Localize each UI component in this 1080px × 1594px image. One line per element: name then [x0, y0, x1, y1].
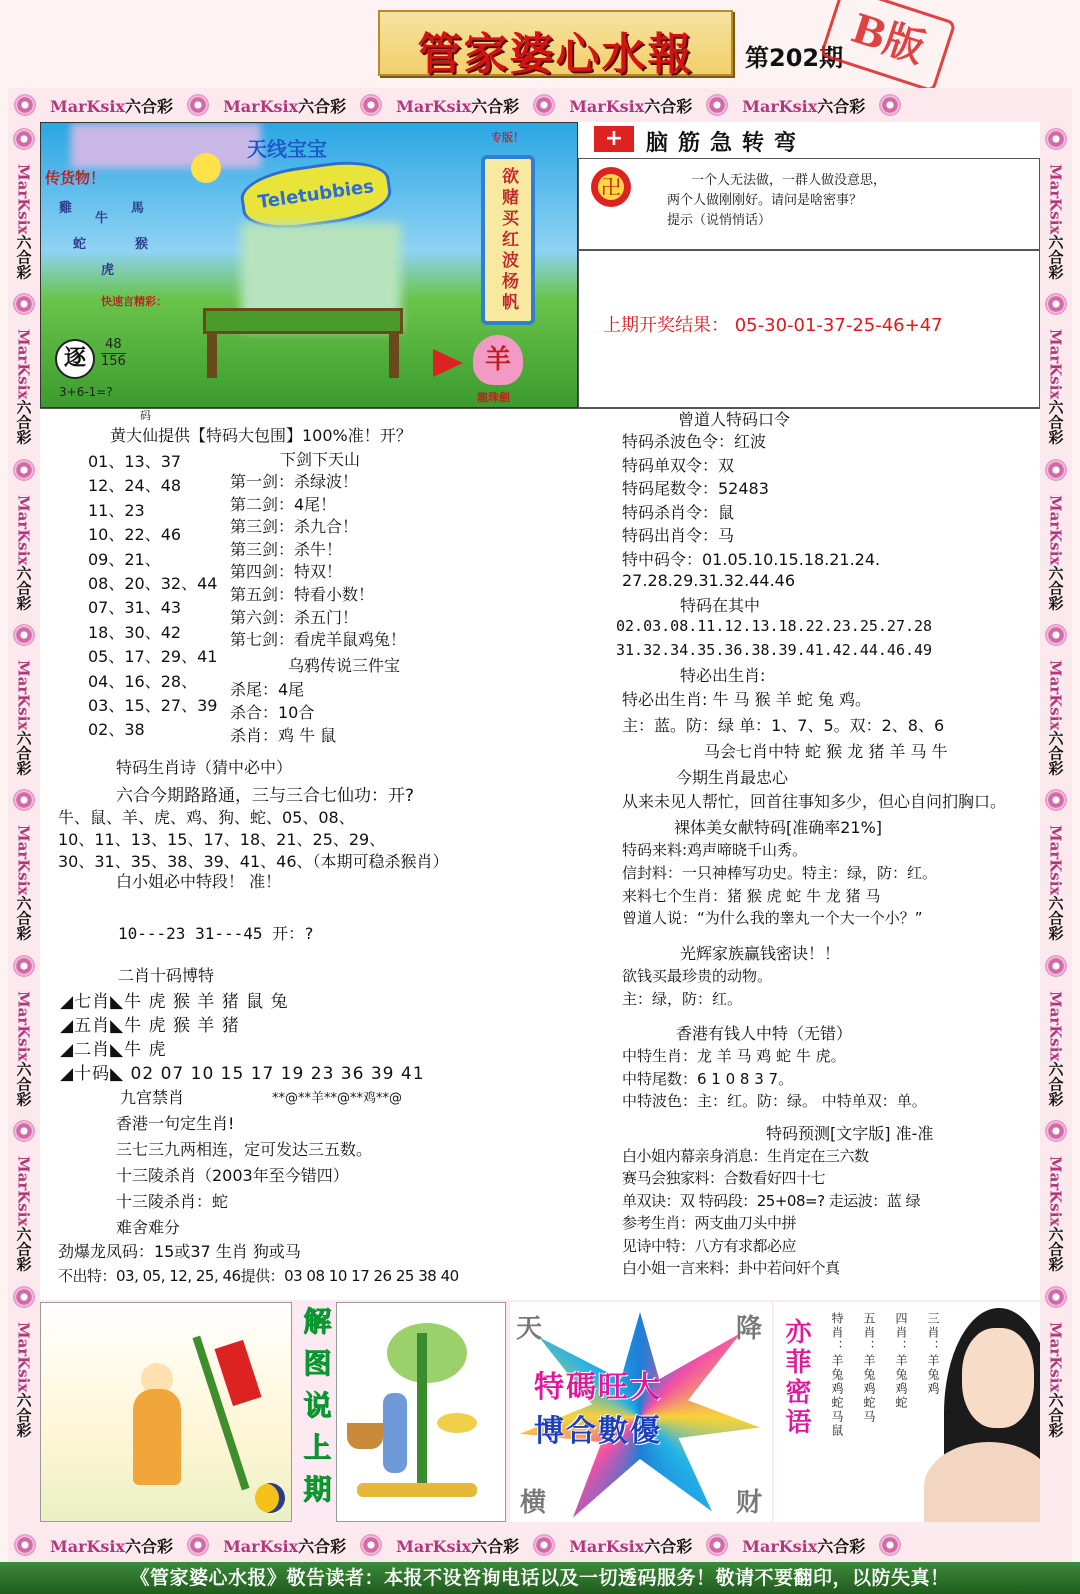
brand-label: MarKsix六合彩	[1046, 329, 1065, 445]
guang-title: 光辉家族赢钱密诀！！	[680, 944, 841, 963]
luo-line: 信封料：一只神棒写功史。特主：绿，防：红。	[622, 863, 938, 882]
corner-char: 天	[516, 1314, 543, 1344]
scroll-banner: 欲赌买红波杨帆	[481, 155, 535, 325]
groups-line: 04、16、28、	[88, 671, 198, 691]
nanshe-line: 难舍难分	[116, 1218, 181, 1237]
bi-line: 特必出生肖: 牛 马 猴 羊 蛇 兔 鸡。	[622, 690, 871, 709]
crow-line: 杀肖：鸡 牛 鼠	[230, 726, 337, 745]
jiugong-code: **@**羊**@**鸡**@	[272, 1091, 403, 1106]
yuce-line: 白小姐内幕亲身消息：生肖定在三六数	[622, 1147, 869, 1165]
flower-icon	[706, 1534, 728, 1556]
sword-title: 下剑下天山	[280, 450, 361, 469]
ten-rows-line: ◢五肖◣牛 虎 猴 羊 猪	[60, 1016, 240, 1036]
zodiac-char: 雞	[59, 201, 73, 216]
title-banner	[378, 10, 733, 80]
fei-col: 五肖：羊兔鸡蛇马	[862, 1312, 876, 1424]
crow-line: 杀尾：4尾	[230, 680, 305, 699]
tag-mid: 快速言精彩：	[101, 295, 167, 308]
cross-icon: +	[594, 126, 634, 152]
brand-label: MarKsix六合彩	[742, 1536, 866, 1556]
poem-nums-line: 30、31、35、38、39、41、46、（本期可稳杀猴肖）	[58, 852, 449, 871]
brand-label: MarKsix六合彩	[569, 96, 693, 116]
sun-icon	[191, 153, 221, 183]
picture-strip	[40, 1300, 1040, 1528]
brand-label: MarKsix六合彩	[14, 825, 33, 941]
header	[0, 0, 1080, 88]
yuce-line: 单双诀：双 特码段：25+08=? 走运波：蓝 绿	[622, 1191, 921, 1210]
zai-line: 02.03.08.11.12.13.18.22.23.25.27.28	[616, 617, 933, 635]
tiny-text: 码	[140, 409, 151, 422]
arrow-icon	[433, 349, 463, 377]
bi-title: 特必出生肖:	[680, 666, 766, 685]
brand-label: MarKsix六合彩	[1046, 164, 1065, 280]
flower-icon	[187, 94, 209, 116]
tag-left: 传货物！	[45, 169, 106, 187]
swords-line: 第二剑：4尾！	[230, 494, 337, 514]
flower-icon	[14, 94, 36, 116]
shisan-line: 十三陵杀肖：蛇	[116, 1192, 229, 1211]
lotus-caption: 龍珠劍	[477, 391, 510, 404]
groups-line: 01、13、37	[88, 452, 182, 471]
circle-char: 逐	[55, 339, 95, 379]
page-title: 管家婆心水報	[417, 29, 694, 80]
fei-title: 亦菲密语	[781, 1318, 811, 1438]
flower-icon	[1045, 789, 1067, 811]
yuce-line: 赛马会独家料：合数看好四十七	[622, 1169, 826, 1188]
brand-label: MarKsix六合彩	[1046, 825, 1065, 941]
border-bottom	[8, 1528, 1072, 1562]
fraction-numbers	[101, 337, 126, 370]
zodiac-char: 牛	[95, 211, 109, 226]
flower-icon	[13, 293, 35, 315]
swords-line: 第四剑：特双！	[230, 562, 343, 582]
bird	[437, 1413, 477, 1433]
groups-line: 07、31、43	[88, 598, 182, 618]
riddle-box	[578, 158, 1040, 250]
guang-line: 主：绿，防：红。	[622, 989, 743, 1008]
ten-rows-line: ◢十码◣ 02 07 10 15 17 19 23 36 39 41	[60, 1064, 425, 1084]
riddle-picture-2	[336, 1302, 506, 1522]
poem-title: 特码生肖诗（猜中必中）	[116, 758, 293, 777]
flower-icon	[1045, 624, 1067, 646]
flower-icon	[1045, 1120, 1067, 1142]
guang-line: 欲钱买最珍贵的动物。	[622, 967, 773, 985]
slogan-line: 特碼旺大	[534, 1370, 662, 1405]
luo-line: 来料七个生肖：猪 猴 虎 蛇 牛 龙 猪 马	[622, 886, 881, 905]
swords-line: 第三剑：杀九合！	[230, 517, 359, 537]
corner-char: 降	[736, 1314, 763, 1344]
loyal-title: 今期生肖最忠心	[676, 768, 789, 787]
old-man-figure	[133, 1389, 181, 1485]
yuce-line: 见诗中特：八方有求都必应	[622, 1236, 797, 1255]
brand-label: MarKsix六合彩	[742, 96, 866, 116]
hk-line: 香港一句定生肖!	[116, 1114, 235, 1133]
flower-icon	[1045, 293, 1067, 315]
brand-label: MarKsix六合彩	[1046, 494, 1065, 611]
riddle-hint: 提示（说悄悄话）	[667, 213, 772, 228]
scroll-caption: 专版！	[491, 131, 524, 144]
zeng-line: 特码单双令：双	[622, 455, 735, 475]
sign-board	[203, 308, 403, 334]
flower-icon	[187, 1534, 209, 1556]
luo-title: 裸体美女献特码[准确率21%]	[674, 818, 883, 837]
yuce-line: 白小姐一言来料：卦中若问奸个真	[622, 1259, 840, 1277]
flower-icon	[533, 1534, 555, 1556]
main-content	[40, 408, 1040, 1298]
page-body	[40, 122, 1040, 1528]
wave-line: 主：蓝。防：绿 单：1、7、5。双：2、8、6	[622, 716, 945, 735]
border-right	[1040, 122, 1072, 1528]
buchu-line: 不出特：03, 05, 12, 25, 46提供：03 08 10 17 26 25 38 40	[58, 1267, 459, 1285]
cartoon-illustration	[40, 122, 578, 408]
groups-line: 12、24、48	[88, 476, 182, 496]
rich-line: 中特尾数：6 1 0 8 3 7。	[622, 1069, 794, 1088]
groups-line: 11、23	[88, 500, 145, 520]
poem: 六合今期路路通，三与三合七仙功：开?	[116, 786, 415, 806]
flower-icon	[13, 955, 35, 977]
moon-icon	[255, 1483, 285, 1513]
flower-icon	[1045, 1286, 1067, 1308]
zodiac-char: 虎	[101, 263, 115, 278]
poem-nums-line: 牛、鼠、羊、虎、鸡、狗、蛇、05、08、	[58, 808, 355, 827]
flower-icon	[13, 624, 35, 646]
flower-icon	[1045, 955, 1067, 977]
portrait-face	[962, 1328, 1034, 1428]
jinbao-line: 劲爆龙凤码：15或37 生肖 狗或马	[58, 1242, 301, 1261]
riddle-line: 一个人无法做，一群人做没意思，	[691, 173, 887, 188]
brand-label: MarKsix六合彩	[14, 164, 33, 280]
brand-label: MarKsix六合彩	[223, 1536, 347, 1556]
brand-label: MarKsix六合彩	[396, 1536, 520, 1556]
flower-icon	[360, 1534, 382, 1556]
denominator: 156	[101, 354, 126, 369]
brand-label: MarKsix六合彩	[14, 660, 33, 776]
slogan-panel	[510, 1302, 772, 1522]
swastika-icon: 卍	[591, 167, 631, 207]
luo-line: 特码来料:鸡声啼晓千山秀。	[622, 841, 808, 859]
logo-caption: 天线宝宝	[247, 137, 327, 161]
zodiac-char: 蛇	[73, 237, 87, 252]
ten-rows-line: ◢七肖◣牛 虎 猴 羊 猪 鼠 兔	[60, 992, 289, 1012]
mahui-line: 马会七肖中特 蛇 猴 龙 猪 羊 马 牛	[704, 742, 948, 761]
huang-title: 黄大仙提供【特码大包围】100%准！开？	[110, 426, 412, 445]
crow-line: 杀合：10合	[230, 703, 315, 722]
brand-label: MarKsix六合彩	[50, 96, 174, 116]
rich-line: 中特波色：主：红。防：绿。 中特单双：单。	[622, 1092, 927, 1111]
flower-icon	[14, 1534, 36, 1556]
fei-col: 四肖：羊兔鸡蛇	[894, 1312, 908, 1410]
swords-line: 第七剑：看虎羊鼠鸡兔！	[230, 630, 407, 650]
rich-line: 中特生肖：龙 羊 马 鸡 蛇 牛 虎。	[622, 1047, 846, 1065]
shisan-line: 十三陵杀肖（2003年至今错四）	[116, 1166, 349, 1185]
zodiac-chars	[51, 193, 171, 283]
flower-icon	[13, 1120, 35, 1142]
lotus-icon: 羊	[473, 335, 523, 385]
swords-line: 第三剑：杀牛！	[230, 539, 343, 559]
brand-label: MarKsix六合彩	[50, 1536, 174, 1556]
flower-icon	[13, 789, 35, 811]
groups-line: 10、22、46	[88, 525, 182, 545]
ten-rows-line: ◢二肖◣牛 虎	[60, 1040, 167, 1060]
zeng-line: 特中码令：01.05.10.15.18.21.24.	[622, 550, 881, 569]
flower-icon	[879, 94, 901, 116]
flower-icon	[13, 459, 35, 481]
blurred-area	[71, 123, 261, 168]
coins	[357, 1483, 477, 1497]
riddle-picture	[40, 1302, 292, 1522]
zeng-line: 27.28.29.31.32.44.46	[622, 570, 796, 590]
swords-line: 第一剑：杀绿波！	[230, 472, 359, 491]
brand-label: MarKsix六合彩	[14, 329, 33, 445]
edition-stamp: B版	[820, 0, 957, 93]
zeng-line: 特码杀波色令：红波	[622, 432, 767, 451]
flower-icon	[13, 128, 35, 150]
jiugong-label: 九宫禁肖	[120, 1088, 185, 1107]
fei-panel	[774, 1302, 1040, 1522]
zeng-line: 特码尾数令：52483	[622, 479, 769, 499]
brand-label: MarKsix六合彩	[1046, 660, 1065, 776]
groups-line: 09、21、	[88, 549, 161, 569]
last-result: 上期开奖结果： 05-30-01-37-25-46+47	[603, 315, 943, 336]
groups-line: 18、30、42	[88, 622, 182, 642]
zodiac-char: 馬	[131, 201, 145, 216]
flower-icon	[360, 94, 382, 116]
zeng-line: 特码杀肖令：鼠	[622, 502, 735, 522]
loyal-line: 从来未见人帮忙，回首往事知多少，但心自问扪胸口。	[622, 792, 1007, 811]
brand-label: MarKsix六合彩	[223, 96, 347, 116]
explain-title: 解图说上期	[299, 1306, 332, 1516]
brand-label: MarKsix六合彩	[14, 1321, 33, 1437]
fei-col: 三肖：羊兔鸡	[926, 1312, 940, 1396]
groups-line: 08、20、32、44	[88, 574, 218, 593]
flower-icon	[533, 94, 555, 116]
riddle-header	[588, 122, 1038, 158]
yuce-title: 特码预测[文字版] 准-准	[766, 1124, 934, 1143]
brand-label: MarKsix六合彩	[396, 96, 520, 116]
brand-label: MarKsix六合彩	[14, 1156, 33, 1272]
portrait-shoulder	[924, 1442, 1040, 1522]
zai-line: 31.32.34.35.36.38.39.41.42.44.46.49	[616, 641, 933, 659]
man-figure	[383, 1393, 407, 1473]
brand-label: MarKsix六合彩	[569, 1536, 693, 1556]
result-box	[578, 250, 1040, 408]
sanqi-line: 三七三九两相连，定可发达三五数。	[116, 1140, 373, 1159]
groups-line: 05、17、29、41	[88, 647, 218, 667]
groups-line: 03、15、27、39	[88, 696, 218, 715]
brand-label: MarKsix六合彩	[1046, 1156, 1065, 1272]
flower-icon	[879, 1534, 901, 1556]
zeng-title: 曾道人特码口令	[678, 410, 791, 429]
zeng-line: 特码出肖令：马	[622, 526, 735, 546]
ten-title: 二肖十码博特	[118, 966, 215, 985]
poem-nums-line: 10、11、13、15、17、18、21、25、29、	[58, 830, 386, 849]
corner-char: 横	[520, 1488, 547, 1518]
border-left	[8, 122, 40, 1528]
riddle-title: 脑筋急转弯	[646, 131, 807, 156]
slogan-line: 博合數優	[534, 1414, 662, 1449]
numerator: 48	[105, 337, 122, 352]
border-top	[8, 88, 1072, 122]
equation: 3+6-1=?	[59, 385, 113, 399]
zodiac-char: 猴	[135, 237, 149, 252]
brand-label: MarKsix六合彩	[1046, 1321, 1065, 1437]
tree-trunk	[417, 1333, 427, 1483]
zai-title: 特码在其中	[680, 596, 761, 615]
groups-line: 02、38	[88, 720, 145, 740]
teletubbies-logo: Teletubbies	[238, 155, 395, 235]
flower-icon	[1045, 459, 1067, 481]
luo-line: 曾道人说：“为什么我的睾丸一个大一个小？”	[622, 909, 923, 928]
brand-label: MarKsix六合彩	[14, 990, 33, 1107]
yuce-line: 参考生肖：两支曲刀头中拼	[622, 1214, 797, 1233]
corner-char: 财	[736, 1488, 763, 1518]
riddle-line: 两个人做刚刚好。请问是啥密事？	[667, 193, 863, 208]
crow-title: 乌鸦传说三件宝	[288, 656, 401, 675]
fei-col: 特肖：羊兔鸡蛇马鼠	[830, 1312, 844, 1438]
issue-number: 第202期	[745, 44, 844, 72]
rich-title: 香港有钱人中特（无错）	[676, 1024, 853, 1043]
footer-notice: 《管家婆心水报》敬告读者：本报不设咨询电话以及一切透码服务！敬请不要翻印，以防失真！	[0, 1562, 1080, 1594]
brand-label: MarKsix六合彩	[1046, 990, 1065, 1107]
brand-label: MarKsix六合彩	[14, 494, 33, 611]
range-line: 10---23 31---45 开：?	[118, 924, 314, 943]
flower-icon	[706, 94, 728, 116]
flower-icon	[1045, 128, 1067, 150]
flower-icon	[13, 1286, 35, 1308]
swords-line: 第五剑：特看小数！	[230, 585, 375, 604]
tree-leaves	[387, 1323, 467, 1383]
basket	[347, 1423, 383, 1449]
bai-line: 白小姐必中特段！ 准！	[116, 872, 282, 891]
swords-line: 第六剑：杀五门！	[230, 607, 359, 627]
